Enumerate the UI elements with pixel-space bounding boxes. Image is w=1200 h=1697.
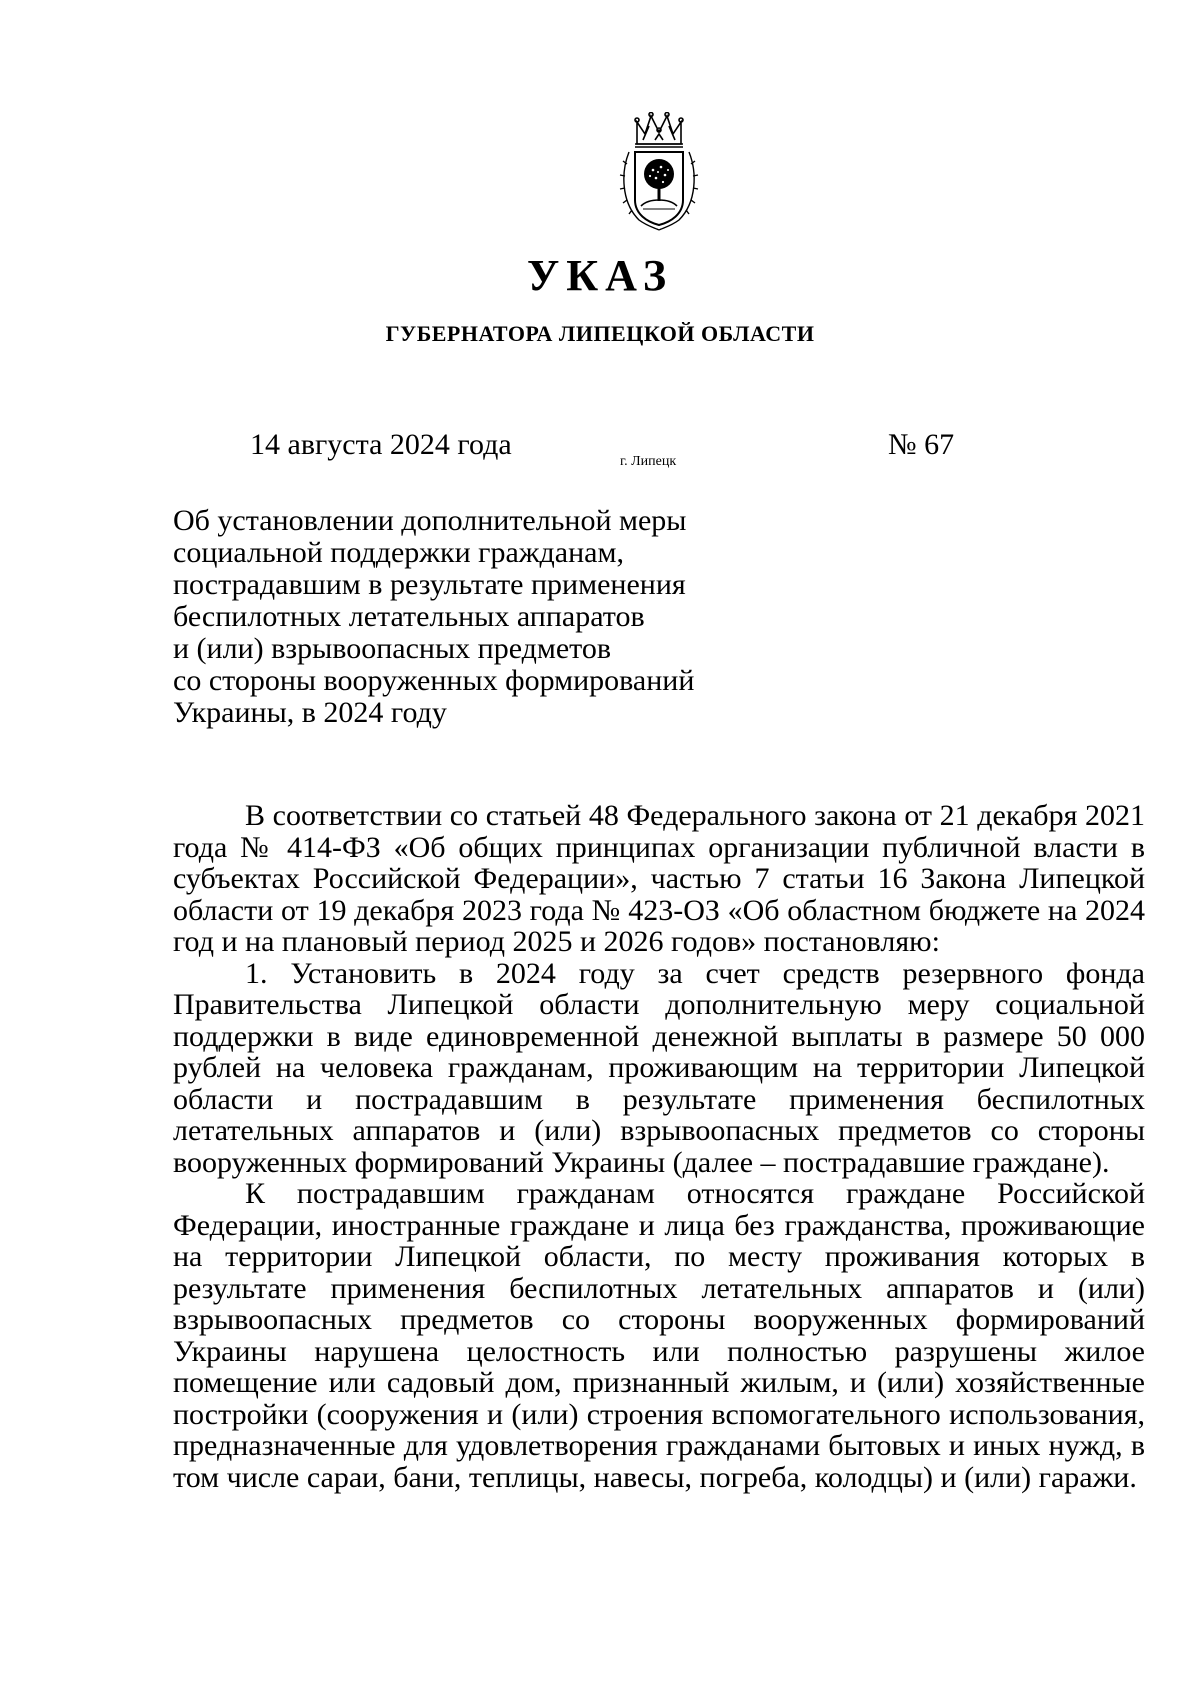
body-paragraph-clause-1: 1. Установить в 2024 году за счет средств резервного фонда Правительства Липецкой области дополнительную меру социальной поддержки в виде единовременной денежной выплаты в размере 50 000 рублей на человека гражданам, проживающим на территории Липецкой области и пострадавшим в результате применения беспилотных летательных аппаратов и (или) взрывоопасных предметов со стороны вооруженных формирований Украины (далее – пострадавшие граждане). (173, 956, 1145, 1179)
page-subtitle: ГУБЕРНАТОРА ЛИПЕЦКОЙ ОБЛАСТИ (385, 321, 815, 346)
page-title: УКАЗ (526, 251, 674, 300)
subject-line: Украины, в 2024 году (173, 696, 447, 729)
document-city: г. Липецк (620, 454, 677, 469)
subject-line: беспилотных летательных аппаратов (173, 600, 645, 633)
document-subject (173, 505, 693, 729)
subject-line: пострадавшим в результате применения (173, 568, 686, 601)
body-paragraph-preamble: В соответствии со статьей 48 Федерального закона от 21 декабря 2021 года № 414-ФЗ «Об общих принципах организации публичной власти в субъектах Российской Федерации», частью 7 статьи 16 Закона Липецкой области от 19 декабря 2023 года № 423-ОЗ «Об областном бюджете на 2024 год и на плановый период 2025 и 2026 годов» постановляю: (173, 799, 1145, 958)
document-body (173, 800, 1145, 1493)
lipetsk-emblem-graphic (619, 112, 699, 232)
document-date: 14 августа 2024 года (250, 428, 512, 461)
subject-line: Об установлении дополнительной меры (173, 504, 687, 537)
body-paragraph-definition: К пострадавшим гражданам относятся граждане Российской Федерации, иностранные граждане и лица без гражданства, проживающие на территории Липецкой области, по месту проживания которых в результате применения беспилотных летательных аппаратов и (или) взрывоопасных предметов со стороны вооруженных формирований Украины нарушена целостность или полностью разрушены жилое помещение или садовый дом, признанный жилым, и (или) хозяйственные постройки (сооружения и (или) строения вспомогательного использования, предназначенные для удовлетворения гражданами бытовых и иных нужд, в том числе сараи, бани, теплицы, навесы, погреба, колодцы) и (или) гаражи. (173, 1177, 1145, 1494)
subject-line: со стороны вооруженных формирований (173, 664, 695, 697)
subject-line: социальной поддержки гражданам, (173, 536, 624, 569)
document-number: № 67 (888, 428, 955, 461)
subject-line: и (или) взрывоопасных предметов (173, 632, 612, 665)
coat-of-arms-icon (619, 112, 699, 232)
